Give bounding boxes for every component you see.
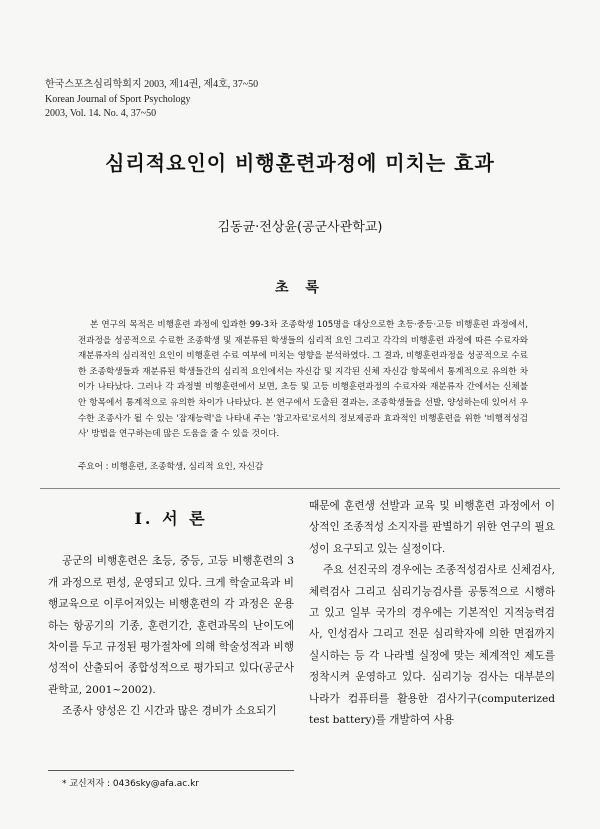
intro-paragraph-3: 주요 선진국의 경우에는 조종적성검사로 신체검사, 체력검사 그리고 심리기능검사를 공통적으로 시행하고 있고 일부 국가의 경우에는 기본적인 지적능력검사, 인성검사 그리고 전문 심리학자에 의한 면접까지 실시하는 등 각 나라별 실정에 맞는 체계적인 제도를 정착시켜 운영하고 있다. 심리기능 검사는 대부분의 나라가 컴퓨터를 활용한 검사기구(computerized test battery)를 개발하여 사용 xyxy=(309,564,555,727)
corresponding-author-footnote: * 교신저자 : 0436sky@afa.ac.kr xyxy=(62,779,199,789)
abstract-body: 본 연구의 목적은 비행훈련 과정에 입과한 99-3차 조종학생 105명을 대상으로한 초등·중등·고등 비행훈련 과정에서, 전과정을 성공적으로 수료한 조종학생 및 재분류된 학생들의 심리적 요인 그리고 각각의 비행훈련 과정에 따른 수료자와 재분류자의 심리적인 요인이 비행훈련 수료 여부에 미치는 영향을 분석하였다. 그 결과, 비행훈련과정을 성공적으로 수료한 조종학생들과 재분류된 학생들간의 심리적 요인에서는 자신감 및 지각된 신체 자신감 항목에서 통계적으로 유의한 차이가 나타났다. 그러나 각 과정별 비행훈련에서 보면, 초등 및 고등 비행훈련과정의 수료자와 재분류자 간에서는 신체불안 항목에서 통계적으로 유의한 차이가 나타났다. 본 연구에서 도출된 결과는, 조종학생들을 선발, 양성하는데 있어서 우수한 조종사가 될 수 있는 '잠재능력'을 나타내 주는 '참고자료'로서의 정보제공과 효과적인 비행훈련을 위한 '비행적성검사' 방법을 연구하는데 많은 도움을 줄 수 있을 것이다. xyxy=(78,320,528,440)
journal-citation-english: 2003, Vol. 14. No. 4, 37~50 xyxy=(45,108,157,119)
intro-paragraph-continued: 때문에 훈련생 선발과 교육 및 비행훈련 과정에서 이상적인 조종적성 소지자를 판별하기 위한 연구의 필요성이 요구되고 있는 실정이다. xyxy=(309,500,555,555)
journal-citation-korean: 한국스포츠심리학회지 2003, 제14권, 제4호, 37~50 xyxy=(45,79,259,90)
footnote-rule xyxy=(48,770,294,771)
keywords: 주요어 : 비행훈련, 조종학생, 심리적 요인, 자신감 xyxy=(78,462,264,472)
paper-authors: 김동균·전상윤(공군사관학교) xyxy=(217,220,383,235)
journal-name-english: Korean Journal of Sport Psychology xyxy=(45,93,191,105)
left-column xyxy=(48,496,294,723)
journal-header xyxy=(45,78,258,122)
abstract-heading: 초 록 xyxy=(275,280,325,296)
section-divider xyxy=(40,488,560,489)
paper-title: 심리적요인이 비행훈련과정에 미치는 효과 xyxy=(105,151,495,175)
intro-paragraph-2: 조종사 양성은 긴 시간과 많은 경비가 소요되기 xyxy=(62,705,277,718)
right-column xyxy=(309,496,555,731)
section-heading-introduction: Ⅰ. 서 론 xyxy=(134,509,208,528)
intro-paragraph-1: 공군의 비행훈련은 초등, 중등, 고등 비행훈련의 3개 과정으로 편성, 운영되고 있다. 크게 학술교육과 비행교육으로 이루어져있는 비행훈련의 각 과정은 운용하는 항공기의 기종, 훈련기간, 훈련과목의 난이도에 차이를 두고 규정된 평가절차에 의해 학술성적과 비행성적이 산출되어 종합성적으로 평가되고 있다(공군사관학교, 2001~2002). xyxy=(48,555,294,696)
